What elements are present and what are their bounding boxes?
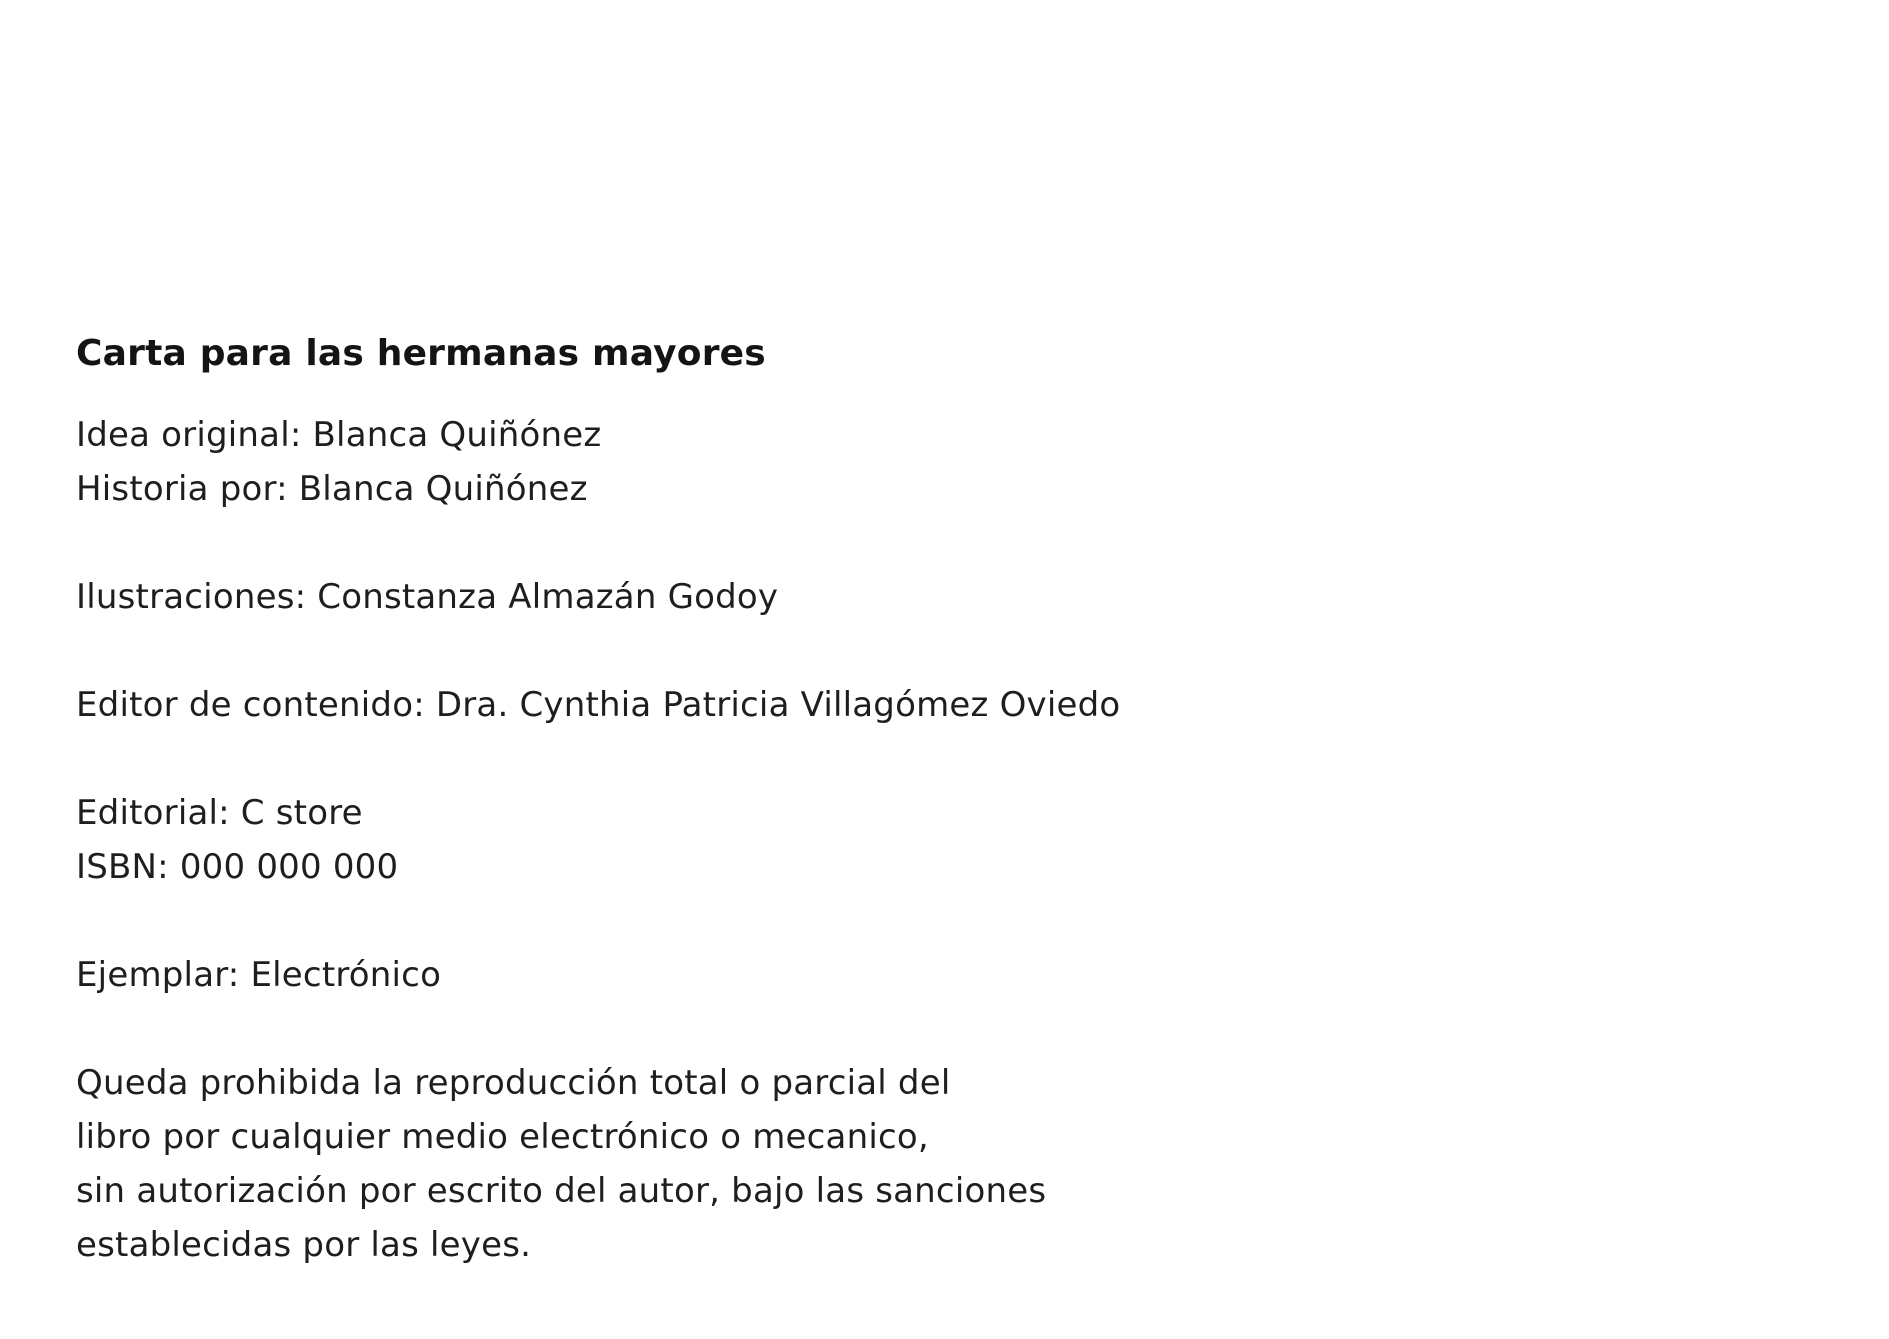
- credits-block: [76, 330, 1276, 1272]
- book-title: Carta para las hermanas mayores: [76, 333, 766, 374]
- notice-line: establecidas por las leyes.: [76, 1225, 532, 1265]
- spacer: [76, 624, 1276, 678]
- notice-line: libro por cualquier medio electrónico o mecanico,: [76, 1117, 929, 1157]
- notice-line: Queda prohibida la reproducción total o parcial del: [76, 1063, 951, 1103]
- spacer: [76, 516, 1276, 570]
- editor-credit: Editor de contenido: Dra. Cynthia Patricia Villagómez Oviedo: [76, 685, 1121, 725]
- story-credit: Historia por: Blanca Quiñónez: [76, 469, 588, 509]
- illustrations-credit: Ilustraciones: Constanza Almazán Godoy: [76, 577, 779, 617]
- edition-type: Ejemplar: Electrónico: [76, 955, 442, 995]
- spacer: [76, 894, 1276, 948]
- spacer: [76, 1002, 1276, 1056]
- isbn-line: ISBN: 000 000 000: [76, 847, 399, 887]
- notice-line: sin autorización por escrito del autor, bajo las sanciones: [76, 1171, 1047, 1211]
- publisher-credit: Editorial: C store: [76, 793, 363, 833]
- copyright-notice: [76, 1056, 1276, 1272]
- spacer: [76, 732, 1276, 786]
- idea-credit: Idea original: Blanca Quiñónez: [76, 415, 602, 455]
